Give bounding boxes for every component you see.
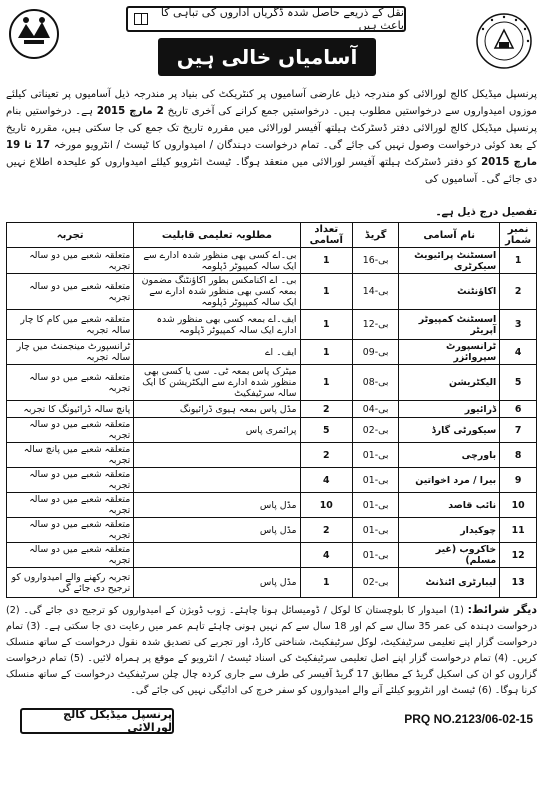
post-name-cell: ڈرائیور [399,401,500,418]
post-name-cell: اسسٹنٹ پرائیویٹ سیکرٹری [399,248,500,274]
header-number-of-posts: تعداد آسامی [300,223,352,248]
posts-count-cell: 1 [300,568,352,598]
table-row [7,310,537,340]
header-qualification: مطلوبہ تعلیمی قابلیت [134,223,300,248]
qualification-cell [134,443,300,468]
grade-cell: بی-01 [352,468,398,493]
prq-number: PRQ NO.2123/06-02-15 [404,712,533,726]
posts-count-cell: 1 [300,365,352,401]
warning-text: نقل کے ذریعے حاصل شدہ ڈگریاں اداروں کی تباہی کا باعث ہیں [160,6,404,32]
experience-cell: متعلقہ شعبے میں دو سالہ تجربہ [7,418,134,443]
advertisement-footer [6,708,537,738]
vacancies-table [6,222,537,598]
table-row [7,518,537,543]
serial-no-cell: 5 [500,365,537,401]
post-name-cell: الیکٹریشن [399,365,500,401]
intro-paragraph [6,86,537,206]
intro-text-3: کو دفتر ڈسٹرکٹ ہیلتھ آفیسر لورالائی میں منعقد ہوگا۔ ٹیسٹ انٹرویو کیلئے امیدواروں کو علیحدہ اطلاع نہیں دی جائے گی۔ آسامیوں کی [6,157,537,185]
posts-count-cell: 2 [300,443,352,468]
table-row [7,340,537,365]
vacancies-table-body [7,248,537,598]
serial-no-cell: 7 [500,418,537,443]
posts-count-cell: 10 [300,493,352,518]
serial-no-cell: 2 [500,274,537,310]
principal-signature-box: پرنسپل میڈیکل کالج لورالائی [20,708,174,734]
post-name-cell: بیرا / مرد اخواتین [399,468,500,493]
grade-cell: بی-02 [352,568,398,598]
qualification-cell [134,468,300,493]
book-icon [134,13,148,25]
qualification-cell: میٹرک پاس بمعہ ٹی۔ سی یا کسی بھی منظور شدہ ادارے سے الیکٹریشن کا ایک سالہ سرٹیفکیٹ [134,365,300,401]
posts-count-cell: 1 [300,310,352,340]
serial-no-cell: 1 [500,248,537,274]
posts-count-cell: 4 [300,468,352,493]
table-row [7,568,537,598]
qualification-cell: بی۔اے کسی بھی منظور شدہ ادارے سے ایک سالہ کمپیوٹر ڈپلومہ [134,248,300,274]
table-header-row [7,223,537,248]
advertisement-page [6,6,537,793]
intro-text-1: پرنسپل میڈیکل کالج لورالائی کو مندرجہ ذیل عارضی آسامیوں پر کنٹریکٹ کی بنیاد پر مندرجہ ذیل آسامیوں پر تعیناتی کیلئے موزوں امیدواروں سے درخواستیں مطلوب ہیں۔ درخواستیں جمع کرانے کی آخری تاریخ [6,89,537,117]
grade-cell: بی-01 [352,543,398,568]
table-row [7,493,537,518]
grade-cell: بی-12 [352,310,398,340]
table-row [7,248,537,274]
grade-cell: بی-04 [352,401,398,418]
table-row [7,365,537,401]
posts-count-cell: 2 [300,401,352,418]
serial-no-cell: 4 [500,340,537,365]
intro-text-2: ہے۔ درخواستیں بنام پرنسپل میڈیکل کالج لورالائی دفتر ڈسٹرکٹ ہیلتھ آفیسر لورالائی میں مقررہ تاریخ تک جمع کی جا سکتی ہیں، مقررہ تاریخ کے بعد کوئی درخواست وصول نہیں کی جائے گی۔ تمام درخواست دہندگان / امیدواروں کا ٹیسٹ / انٹرویو مورخہ [6,106,537,151]
qualification-cell: مڈل پاس [134,493,300,518]
posts-count-cell: 1 [300,248,352,274]
details-label: تفصیل درج ذیل ہے۔ [435,206,537,218]
experience-cell: متعلقہ شعبے میں دو سالہ تجربہ [7,365,134,401]
post-name-cell: لیبارٹری اٹنڈنٹ [399,568,500,598]
serial-no-cell: 10 [500,493,537,518]
serial-no-cell: 9 [500,468,537,493]
grade-cell: بی-01 [352,493,398,518]
header-serial-no: نمبر شمار [500,223,537,248]
grade-cell: بی-14 [352,274,398,310]
warning-banner [126,6,406,32]
experience-cell: متعلقہ شعبے میں پانچ سالہ تجربہ [7,443,134,468]
post-name-cell: باورچی [399,443,500,468]
grade-cell: بی-01 [352,443,398,468]
experience-cell: پانچ سالہ ڈرائیونگ کا تجربہ [7,401,134,418]
qualification-cell: ایف۔ اے [134,340,300,365]
serial-no-cell: 8 [500,443,537,468]
interview-dates: 17 تا 19 مارچ 2015 [6,140,537,168]
posts-count-cell: 5 [300,418,352,443]
qualification-cell: مڈل پاس [134,568,300,598]
post-name-cell: چوکیدار [399,518,500,543]
serial-no-cell: 13 [500,568,537,598]
qualification-cell: بی۔ اے اکنامکس بطور اکاؤنٹنگ مضمون بمعہ کسی بھی منظور شدہ ادارے سے ایک سالہ کمپیوٹر ڈپلومہ [134,274,300,310]
table-row [7,274,537,310]
grade-cell: بی-09 [352,340,398,365]
serial-no-cell: 6 [500,401,537,418]
post-name-cell: اسسٹنٹ کمپیوٹر آپریٹر [399,310,500,340]
grade-cell: بی-08 [352,365,398,401]
post-name-cell: خاکروب (غیر مسلم) [399,543,500,568]
government-emblem-logo [8,8,60,60]
header-experience: تجربہ [7,223,134,248]
table-row [7,443,537,468]
experience-cell: متعلقہ شعبے میں دو سالہ تجربہ [7,248,134,274]
conditions-title: دیگر شرائط: [467,603,537,616]
table-row [7,401,537,418]
college-seal-logo [475,12,533,70]
experience-cell: متعلقہ شعبے میں دو سالہ تجربہ [7,518,134,543]
table-row [7,543,537,568]
experience-cell: متعلقہ شعبے میں دو سالہ تجربہ [7,468,134,493]
serial-no-cell: 11 [500,518,537,543]
header-post-name: نام آسامی [399,223,500,248]
grade-cell: بی-02 [352,418,398,443]
qualification-cell: پرائمری پاس [134,418,300,443]
experience-cell: تجربہ رکھنے والے امیدواروں کو ترجیح دی جائے گی [7,568,134,598]
qualification-cell [134,543,300,568]
table-row [7,418,537,443]
vacancies-title: آسامیاں خالی ہیں [158,38,376,76]
header-grade: گریڈ [352,223,398,248]
qualification-cell: مڈل پاس بمعہ ہیوی ڈرائیونگ [134,401,300,418]
experience-cell: متعلقہ شعبے میں دو سالہ تجربہ [7,543,134,568]
other-conditions [6,602,537,702]
conditions-text: (1) امیدوار کا بلوچستان کا لوکل / ڈومیسائل ہونا چاہئے۔ ژوب ڈویژن کے امیدواروں کو ترجیح دی جائے گی۔ (2) درخواست دہندہ کی عمر 35 سال سے کم اور 18 سال سے کم نہیں ہونی چاہئے تاہم عمر میں رعایت دی جا سکتی ہے۔ (3) تمام درخواست گزار اپنے تعلیمی سرٹیفکیٹ، لوکل سرٹیفکیٹ، شناختی کارڈ، اور تجربے کی تصدیق شدہ نقول درخواست کے ساتھ منسلک کریں۔ (4) تمام درخواست گزار اپنے اصل تعلیمی سرٹیفکیٹ کی اسناد ٹیسٹ / انٹرویو کے موقع پر ہمراہ لائیں۔ (5) تمام درخواست گزاروں کو ان کی اسکیل گریڈ کے مطابق 17 گریڈ آفیسر کی طرف سے جاری کردہ چال چلن سرٹیفکیٹ درخواست کے ساتھ منسلک کرنا ہوگا۔ (6) ٹیسٹ اور انٹرویو کیلئے آنے والے امیدواروں کو سفر خرچ کی ادائیگی نہیں کی جائے گی۔ [6,605,537,696]
table-row [7,468,537,493]
experience-cell: متعلقہ شعبے میں کام کا چار سالہ تجربہ [7,310,134,340]
grade-cell: بی-16 [352,248,398,274]
experience-cell: متعلقہ شعبے میں دو سالہ تجربہ [7,493,134,518]
grade-cell: بی-01 [352,518,398,543]
experience-cell: متعلقہ شعبے میں دو سالہ تجربہ [7,274,134,310]
post-name-cell: نائب قاصد [399,493,500,518]
post-name-cell: ٹرانسپورٹ سپروائزر [399,340,500,365]
deadline-date: 2 مارچ 2015 [96,106,164,117]
experience-cell: ٹرانسپورٹ مینجمنٹ میں چار سالہ تجربہ [7,340,134,365]
advertisement-header [6,6,537,84]
posts-count-cell: 1 [300,340,352,365]
posts-count-cell: 4 [300,543,352,568]
qualification-cell: ایف۔اے بمعہ کسی بھی منظور شدہ ادارے ایک سالہ کمپیوٹر ڈپلومہ [134,310,300,340]
serial-no-cell: 12 [500,543,537,568]
posts-count-cell: 2 [300,518,352,543]
posts-count-cell: 1 [300,274,352,310]
post-name-cell: اکاؤنٹنٹ [399,274,500,310]
qualification-cell: مڈل پاس [134,518,300,543]
post-name-cell: سیکورٹی گارڈ [399,418,500,443]
serial-no-cell: 3 [500,310,537,340]
